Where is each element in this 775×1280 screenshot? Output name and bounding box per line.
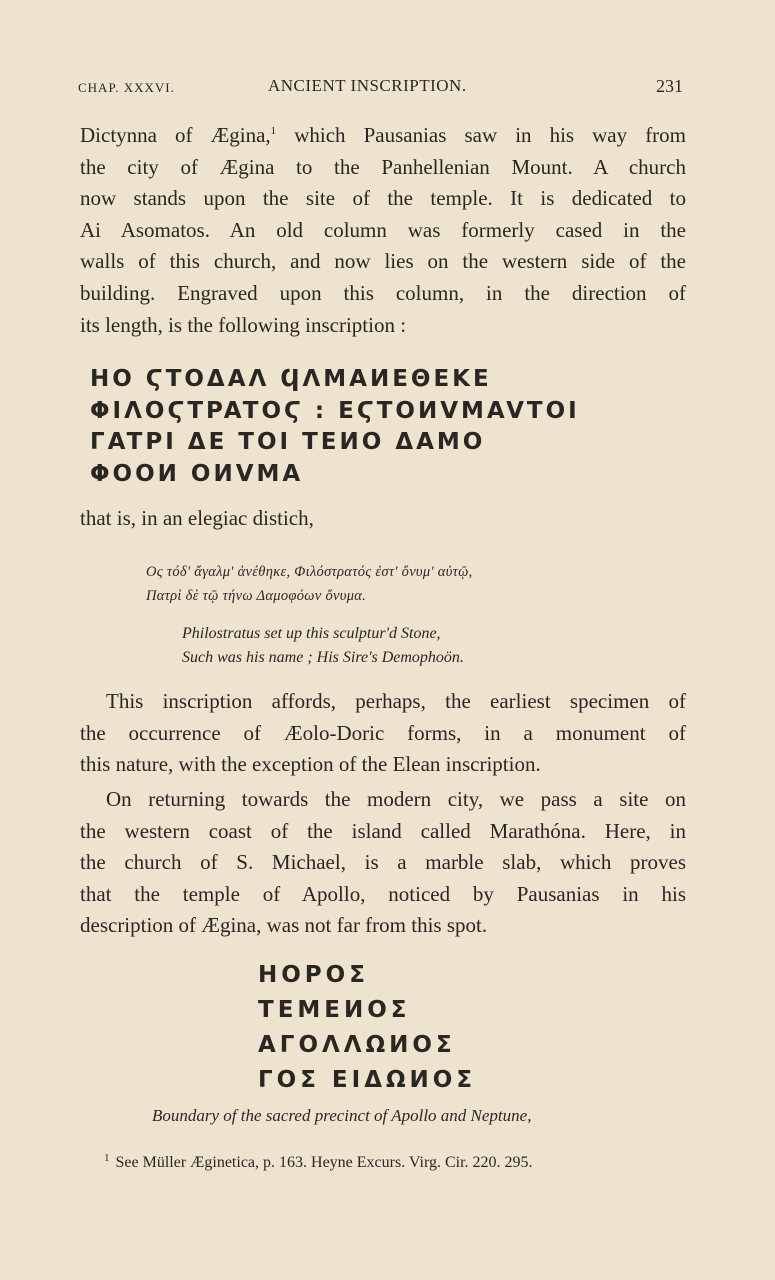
greek-transcription (146, 560, 473, 608)
inscription-line: ΦOOИ OИVMA (90, 460, 304, 487)
paragraph-line: that the temple of Apollo, noticed by Pausanias in his (80, 881, 686, 906)
footnote-reference[interactable]: 1 (270, 125, 277, 137)
inscription-line: ΓATPI ΔE TOI TEИO ΔAMO (90, 429, 486, 455)
paragraph-line: This inscription affords, perhaps, the earliest specimen of (106, 689, 686, 713)
inscription-line: HOPOΣ (258, 962, 369, 988)
paragraph-line: this nature, with the exception of the Elean inscription. (80, 752, 541, 777)
page-title: ANCIENT INSCRIPTION. (268, 76, 467, 95)
inscription-line: HO ϚTOΔAΛ ϤΛMAИEΘEKE (90, 366, 492, 392)
translation-line: Philostratus set up this sculptur'd Stone, (182, 625, 441, 642)
inscription-line: TEMEИOΣ (258, 997, 411, 1023)
english-translation (182, 622, 464, 670)
boundary-inscription (258, 958, 476, 1098)
page-number: 231 (656, 76, 683, 96)
paragraph-line: Dictynna of Ægina,$^1$ which Pausanias saw in his way from (80, 123, 687, 147)
footnote-text: See Müller Æginetica, p. 163. Heyne Excurs. Virg. Cir. 220. 295. (115, 1154, 533, 1171)
paragraph-line: Ai Asomatos. An old column was formerly cased in the (80, 217, 686, 242)
inscription-line: ΦIΛOϚTPATOϚ : EϚTOИVMAVTOI (90, 397, 580, 424)
chapter-label: CHAP. XXXVI. (78, 80, 175, 95)
paragraph-aeolo-doric (80, 686, 686, 781)
paragraph-line: its length, is the following inscription : (80, 312, 407, 337)
paragraph-line: the western coast of the island called Marathóna. Here, in (80, 818, 686, 843)
column-inscription (90, 364, 580, 490)
paragraph-dictynna (80, 120, 686, 341)
paragraph-line: the city of Ægina to the Panhellenian Mount. A church (80, 154, 686, 179)
paragraph-line: description of Ægina, was not far from this spot. (80, 913, 488, 938)
greek-line: Ος τόδ' ἄγαλμ' ἀνέθηκε, Φιλόστρατός ἐστ' ὄνυμ' αὐτῷ, (146, 564, 473, 580)
paragraph-line: the occurrence of Æolo-Doric forms, in a monument of (80, 720, 686, 745)
paragraph-line: building. Engraved upon this column, in the direction of (80, 280, 686, 305)
paragraph-marathona (80, 784, 686, 942)
greek-line: Πατρὶ δὲ τῷ τήνω Δαμοφόων ὄνυμα. (146, 588, 367, 604)
translation-line: Such was his name ; His Sire's Demophoön. (182, 649, 464, 666)
paragraph-line: now stands upon the site of the temple. It is dedicated to (80, 186, 686, 211)
footnote-marker: 1 (104, 1151, 110, 1164)
inscription-caption: Boundary of the sacred precinct of Apollo and Neptune, (152, 1106, 532, 1125)
footnote (104, 1151, 533, 1172)
paragraph-line: On returning towards the modern city, we pass a site on (106, 787, 686, 811)
running-head (78, 76, 683, 100)
inscription-line: AΓOΛΛΩИOΣ (258, 1032, 456, 1058)
paragraph-line: the church of S. Michael, is a marble slab, which proves (80, 850, 686, 875)
distich-intro: that is, in an elegiac distich, (80, 506, 314, 530)
inscription-line: ΓOΣ EIΔΩИOΣ (258, 1067, 477, 1093)
paragraph-line: walls of this church, and now lies on the western side of the (80, 249, 686, 274)
